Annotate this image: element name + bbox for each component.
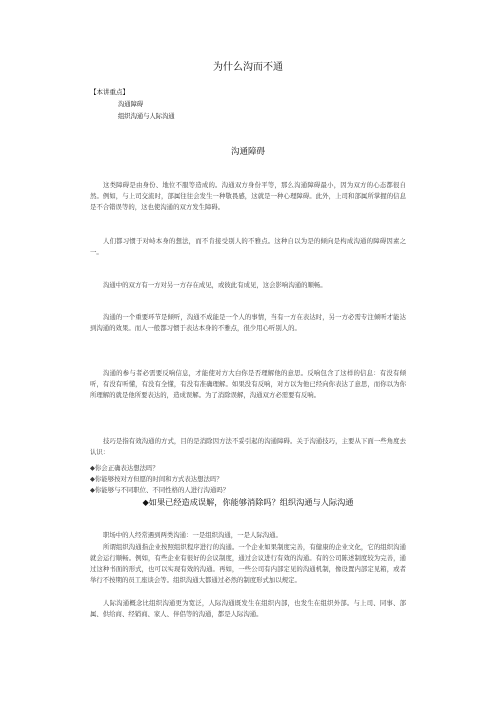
- paragraph: 所谓组织沟通指企业按照组织程序进行的沟通。一个企业如果制度完善，有健康的企业文化，它的组织沟通就会运行顺畅。例如，有些企业有很好的会议制度，通过会议进行有效的沟通。有的公司陈述制度较为完善，通过这种书面的形式，也可以实现有效的沟通。再如，一些公司有内部定见的沟通机制，像设置内部定见箱，或者举行不按期的员工座谈会等。组织沟通大都通过必然的制度形式加以规定。: [90, 543, 406, 584]
- paragraph: 技巧是指有效沟通的方式，目的是消除因方法不妥引起的沟通障碍。关于沟通技巧，主要从下面一些角度去认识：: [90, 437, 406, 456]
- bullet-item: ◆你会正确表达想法吗？: [90, 464, 159, 472]
- paragraph: 这类障碍是由身份、地位不服等造成的。沟通双方身份平等，那么沟通障碍最小，因为双方的心态都很自然。例如，与上司交流时，部属往往会发生一种敬畏感，这就是一种心理障碍。此外，上司和部属所掌握的信息是不合错误等的，这也使沟通的双方发生障碍。: [90, 181, 406, 211]
- paragraph: 沟通中的双方有一方对另一方存在成见，或彼此有成见，这会影响沟通的顺畅。: [103, 281, 327, 289]
- bullet-item: ◆你能够按对方但愿的时间和方式表达想法吗？: [90, 475, 223, 483]
- section-title-org-interpersonal: ◆如果已经造成误解，你能够消除吗？组织沟通与人际沟通: [142, 497, 354, 507]
- bullet-item: ◆你能够与不同职位、不同性格的人进行沟通吗？: [90, 486, 230, 494]
- paragraph: 职场中的人经常遇到两类沟通：一是组织沟通，一是人际沟通。: [103, 531, 282, 539]
- paragraph: 沟通的一个重要环节是倾听，沟通不成能是一个人的事情，当有一方在表达时，另一方必需专注倾听才能达到沟通的效果。而人一般都习惯于表达本身的不雅点，很少用心听别人的。: [90, 313, 406, 332]
- paragraph: 沟通的参与者必需要反响信息，才能使对方大白你是否理解他的意思。反响包含了这样的信息：有没有倾听，有没有听懂，有没有全懂，有没有准确理解。如果没有反响，对方以为他已经向你表达了意思，而你以为你所理解的就是他所要表达的，造成误解。为了消除误解，沟通双方必需要有反响。: [90, 369, 406, 399]
- section-title-communication-barriers: 沟通障碍: [230, 147, 265, 157]
- paragraph: 人际沟通概念比组织沟通更为宽泛，人际沟通既发生在组织内部，也发生在组织外部。与上司、同事、部属、供给商、经销商、家人、伴侣等的沟通，都是人际沟通。: [90, 599, 406, 618]
- document-title: 为什么沟而不通: [213, 62, 283, 73]
- paragraph: 人们都习惯于对峙本身的想法，而不肯接受别人的不雅点。这种自以为是的倾向是构成沟通的障碍因素之一。: [90, 237, 406, 256]
- key-points-heading: 【本讲重点】: [90, 88, 129, 96]
- key-point-item: 组织沟通与人际沟通: [118, 113, 175, 120]
- key-point-item: 沟通障碍: [118, 101, 144, 108]
